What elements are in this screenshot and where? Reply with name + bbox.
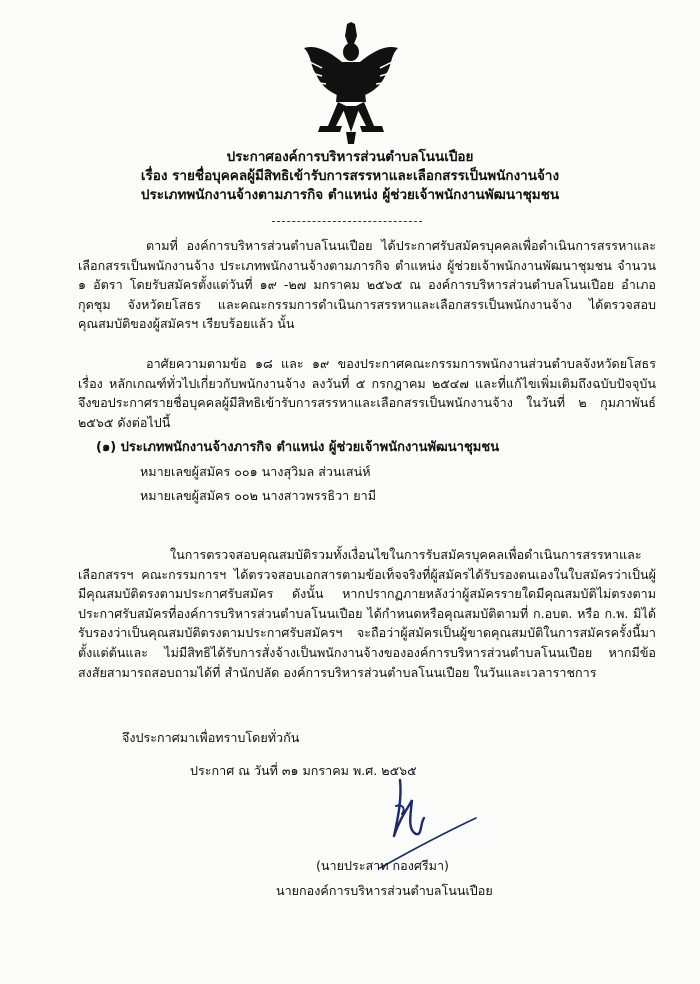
announcement-date: ประกาศ ณ วันที่ ๓๑ มกราคม พ.ศ. ๒๕๖๕ (190, 763, 417, 778)
org-heading: ประกาศองค์การบริหารส่วนตำบลโนนเปือย (226, 149, 474, 165)
section-title: (๑) ประเภทพนักงานจ้างภารกิจ ตำแหน่ง ผู้ช่วยเจ้าพนักงานพัฒนาชุมชน (96, 440, 500, 455)
garuda-emblem-icon (302, 22, 400, 144)
heading-divider (272, 221, 422, 222)
paragraph-announcement: ตามที่ องค์การบริหารส่วนตำบลโนนเปือย ได้ประกาศรับสมัครบุคคลเพื่อดำเนินการสรรหาและเลือกสรรเป็นพนักงานจ้าง ประเภทพนักงานจ้างตามภารกิจ ตำแหน่ง ผู้ช่วยเจ้าพนักงานพัฒนาชุมชน จำนวน ๑ อัตรา โดยรับสมัครตั้งแต่วันที่ ๑๙ -๒๗ มกราคม ๒๕๖๕ ณ องค์การบริหารส่วนตำบลโนนเปือย อำเภอกุดชุม จังหวัดยโสธร และคณะกรรมการดำเนินการสรรหาและเลือกสรรเป็นพนักงานจ้าง ได้ตรวจสอบคุณสมบัติของผู้สมัครฯ เรียบร้อยแล้ว นั้น (78, 238, 656, 332)
closing-statement: จึงประกาศมาเพื่อทราบโดยทั่วกัน (122, 730, 300, 745)
paragraph-eligibility-notice: ในการตรวจสอบคุณสมบัติรวมทั้งเงื่อนไขในการรับสมัครบุคคลเพื่อดำเนินการสรรหาและเลือกสรรฯ คณะกรรมการฯ ได้ตรวจสอบเอกสารตามข้อเท็จจริงที่ผู้สมัครได้รับรองตนเองในใบสมัครว่าเป็นผู้มีคุณสมบัติตรงตามประกาศรับสมัคร ดังนั้น หากปรากฏภายหลังว่าผู้สมัครรายใดมีคุณสมบัติไม่ตรงตามประกาศรับสมัครที่องค์การบริหารส่วนตำบลโนนเปือย ได้กำหนดหรือคุณสมบัติตามที่ ก.อบต. หรือ ก.พ. มิได้รับรองว่าเป็นคุณสมบัติตรงตามประกาศรับสมัครฯ จะถือว่าผู้สมัครเป็นผู้ขาดคุณสมบัติในการสมัครครั้งนี้มาตั้งแต่ต้นและ ไม่มีสิทธิได้รับการสั่งจ้างเป็นพนักงานจ้างขององค์การบริหารส่วนตำบลโนนเปือย หากมีข้อสงสัยสามารถสอบถามได้ที่ สำนักปลัด องค์การบริหารส่วนตำบลโนนเปือย ในวันและเวลาราชการ (78, 547, 656, 680)
paragraph-legal-basis: อาศัยความตามข้อ ๑๘ และ ๑๙ ของประกาศคณะกรรมการพนักงานส่วนตำบลจังหวัดยโสธร เรื่อง หลักเกณฑ์ทั่วไปเกี่ยวกับพนักงานจ้าง ลงวันที่ ๕ กรกฎาคม ๒๕๔๗ และที่แก้ไขเพิ่มเติมถึงฉบับปัจจุบัน จึงขอประกาศรายชื่อบุคคลผู้มีสิทธิเข้ารับการสรรหาและเลือกสรรเป็นพนักงานจ้าง ในวันที่ ๒ กุมภาพันธ์ ๒๕๖๕ ดังต่อไปนี้ (78, 356, 656, 430)
applicant-row: หมายเลขผู้สมัคร ๐๐๒ นางสาวพรรธิวา ยามี (140, 488, 376, 503)
signer-title: นายกองค์การบริหารส่วนตำบลโนนเปือย (276, 883, 493, 898)
subject-heading-line-1: เรื่อง รายชื่อบุคคลผู้มีสิทธิเข้ารับการสรรหาและเลือกสรรเป็นพนักงานจ้าง (140, 168, 560, 184)
subject-heading-line-2: ประเภทพนักงานจ้างตามภารกิจ ตำแหน่ง ผู้ช่วยเจ้าพนักงานพัฒนาชุมชน (140, 187, 560, 203)
applicant-row: หมายเลขผู้สมัคร ๐๐๑ นางสุวิมล ส่วนเสน่ห์ (140, 464, 371, 479)
signer-name: (นายประสาท กองศรีมา) (316, 858, 449, 873)
